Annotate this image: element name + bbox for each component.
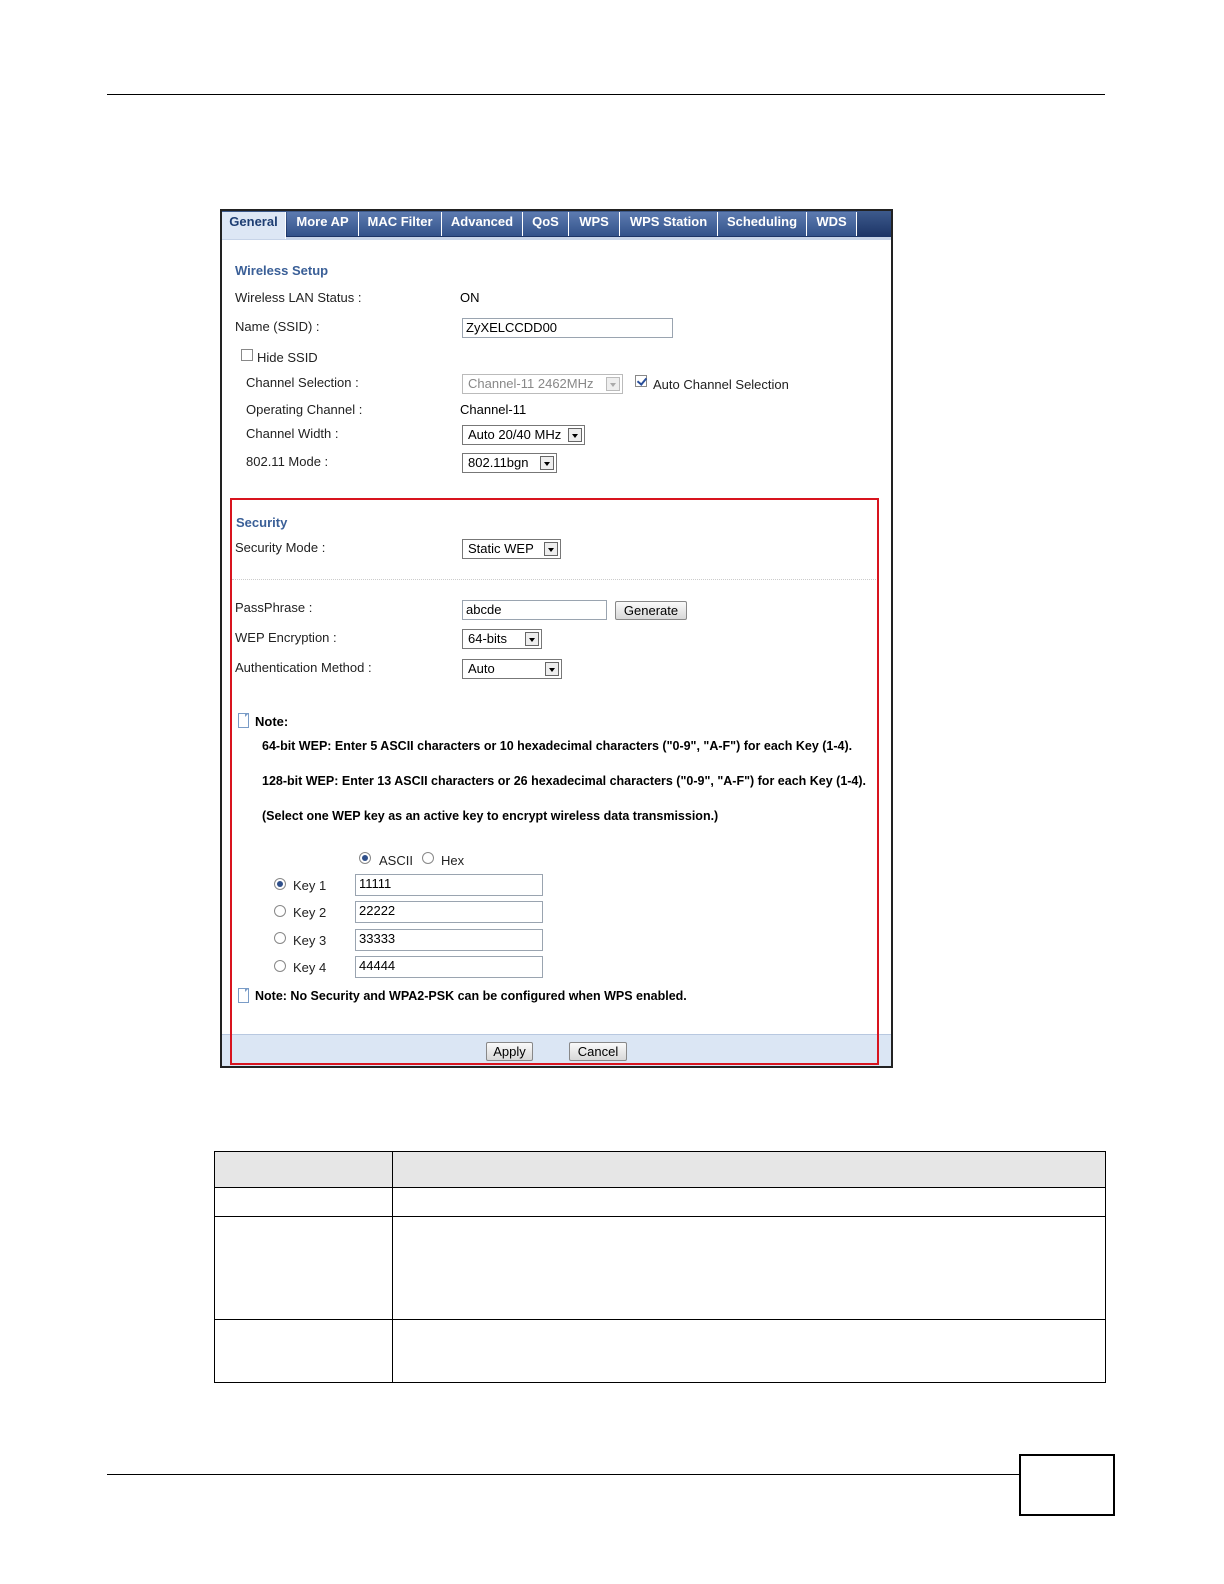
security-mode-value: Static WEP (468, 541, 534, 556)
mode-label: 802.11 Mode : (246, 454, 329, 469)
table-row (215, 1320, 1106, 1383)
lan-status-label: Wireless LAN Status : (235, 290, 362, 305)
table-row (215, 1217, 1106, 1320)
channel-width-dropdown[interactable] (462, 425, 585, 445)
footer-rule (107, 1474, 1019, 1475)
passphrase-input[interactable]: abcde (462, 600, 607, 620)
generate-button[interactable]: Generate (615, 601, 687, 620)
wep-encryption-label: WEP Encryption : (235, 630, 337, 645)
chevron-down-icon (540, 456, 554, 470)
tab-more-ap[interactable]: More AP (287, 212, 359, 236)
note-title: Note: (255, 714, 289, 729)
auth-method-value: Auto (468, 661, 495, 676)
tab-wps-station[interactable]: WPS Station (620, 212, 718, 236)
security-highlight-box (230, 498, 879, 1065)
table-cell (393, 1320, 1106, 1383)
apply-button[interactable]: Apply (486, 1042, 533, 1061)
hide-ssid-label: Hide SSID (257, 350, 318, 365)
table-cell (215, 1320, 393, 1383)
cancel-button[interactable]: Cancel (569, 1042, 627, 1061)
tab-mac-filter[interactable]: MAC Filter (359, 212, 442, 236)
note-line-128bit: 128-bit WEP: Enter 13 ASCII characters or 26 hexadecimal characters ("0-9", "A-F") for each Key (1-4). (262, 774, 867, 788)
field-description-table (214, 1151, 1106, 1383)
tab-wps[interactable]: WPS (569, 212, 620, 236)
operating-channel-value: Channel-11 (460, 402, 527, 417)
mode-value: 802.11bgn (468, 455, 529, 470)
auto-channel-checkbox[interactable] (635, 375, 647, 387)
mode-dropdown[interactable] (462, 453, 557, 473)
table-cell (215, 1217, 393, 1320)
wireless-setup-title: Wireless Setup (235, 263, 329, 278)
lan-status-value: ON (460, 290, 480, 305)
table-header-cell (215, 1152, 393, 1188)
tab-general[interactable]: General (222, 212, 286, 239)
tab-qos[interactable]: QoS (523, 212, 569, 236)
key2-label: Key 2 (293, 905, 327, 920)
channel-selection-dropdown[interactable] (462, 374, 623, 394)
passphrase-label: PassPhrase : (235, 600, 313, 615)
key1-input[interactable]: 11111 (355, 874, 543, 896)
tab-wds[interactable]: WDS (807, 212, 857, 236)
operating-channel-label: Operating Channel : (246, 402, 363, 417)
channel-width-label: Channel Width : (246, 426, 339, 441)
tab-scheduling[interactable]: Scheduling (718, 212, 807, 236)
key2-input[interactable]: 22222 (355, 901, 543, 923)
key4-label: Key 4 (293, 960, 327, 975)
table-header-row (215, 1152, 1106, 1188)
page-number-box (1019, 1454, 1115, 1516)
key3-label: Key 3 (293, 933, 327, 948)
key3-input[interactable]: 33333 (355, 929, 543, 951)
hide-ssid-checkbox[interactable] (241, 349, 253, 361)
note-line-active-key: (Select one WEP key as an active key to encrypt wireless data transmission.) (262, 809, 719, 823)
wps-note: Note: No Security and WPA2-PSK can be configured when WPS enabled. (255, 989, 687, 1003)
chevron-down-icon (568, 428, 582, 442)
table-cell (393, 1188, 1106, 1217)
note-line-64bit: 64-bit WEP: Enter 5 ASCII characters or 10 hexadecimal characters ("0-9", "A-F") for each Key (1-4). (262, 739, 853, 753)
security-mode-label: Security Mode : (235, 540, 326, 555)
security-title: Security (236, 515, 288, 530)
key4-input[interactable]: 44444 (355, 956, 543, 978)
table-row (215, 1188, 1106, 1217)
chevron-down-icon (606, 377, 620, 391)
ssid-label: Name (SSID) : (235, 319, 320, 334)
auth-method-label: Authentication Method : (235, 660, 372, 675)
wireless-general-screenshot (220, 209, 893, 1068)
ssid-input[interactable]: ZyXELCCDD00 (462, 318, 673, 338)
table-header-cell (393, 1152, 1106, 1188)
table-cell (393, 1217, 1106, 1320)
channel-selection-value: Channel-11 2462MHz (468, 376, 594, 391)
key1-label: Key 1 (293, 878, 327, 893)
tab-advanced[interactable]: Advanced (442, 212, 523, 236)
ascii-label: ASCII (379, 853, 413, 868)
header-rule (107, 94, 1105, 95)
wep-encryption-value: 64-bits (468, 631, 508, 646)
auto-channel-label: Auto Channel Selection (653, 377, 789, 392)
channel-width-value: Auto 20/40 MHz (468, 427, 562, 442)
table-cell (215, 1188, 393, 1217)
channel-selection-label: Channel Selection : (246, 375, 359, 390)
tab-bar (222, 211, 891, 240)
hex-label: Hex (441, 853, 465, 868)
